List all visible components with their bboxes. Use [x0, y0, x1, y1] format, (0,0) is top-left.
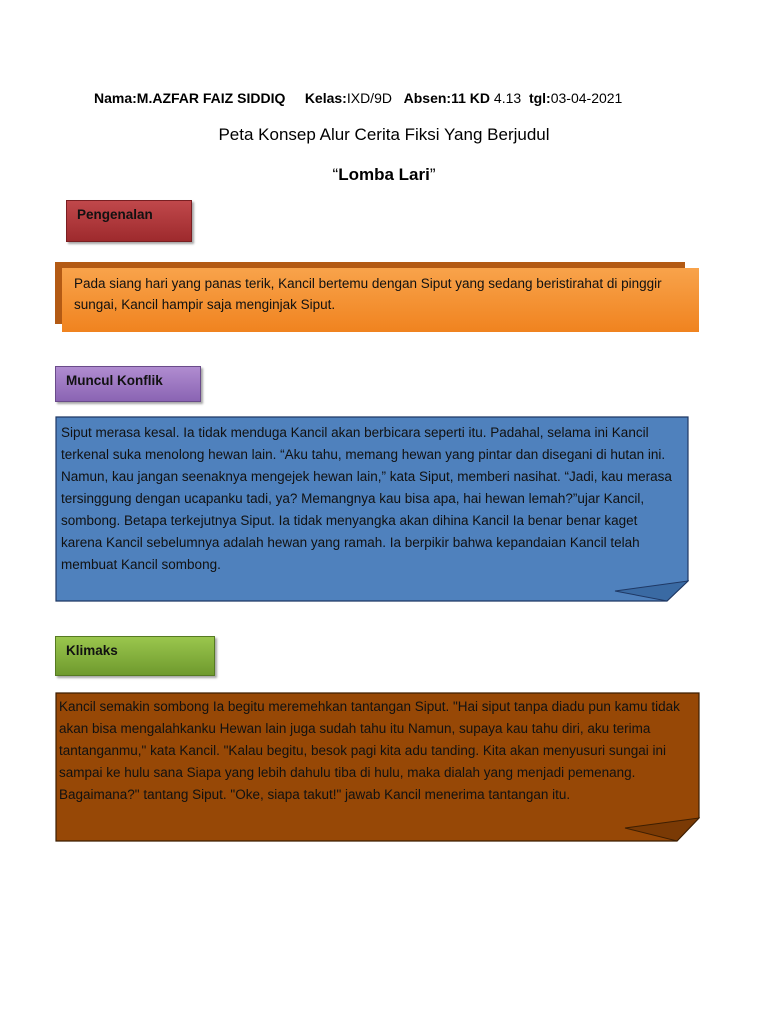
open-quote: “	[332, 165, 339, 184]
konflik-text: Siput merasa kesal. Ia tidak menduga Kancil akan berbicara seperti itu. Padahal, selama ini Kancil terkenal suka menolong hewan lain. “Aku tahu, memang hewan yang pintar dan disegani di hutan ini. Namun, kau jangan seenaknya mengejek hewan lain,” kata Siput, memberi nasihat. “Jadi, kau merasa tersinggung dengan ucapanku tadi, ya? Memangnya kau bisa apa, hai hewan lemah?”ujar Kancil, sombong. Betapa terkejutnya Siput. Ia tidak menyangka akan dihina Kancil Ia benar benar kaget karena Kancil sebelumnya adalah hewan yang ramah. Ia berpikir bahwa kepandaian Kancil telah membuat Kancil sombong.	[61, 425, 672, 572]
close-quote: ”	[429, 165, 436, 184]
pengenalan-text-box: Pada siang hari yang panas terik, Kancil bertemu dengan Siput yang sedang beristirahat di pinggir sungai, Kancil hampir saja menginjak Siput.	[62, 268, 699, 332]
kelas-label: Kelas:	[304, 90, 347, 106]
story-title	[0, 165, 768, 185]
kd-label: KD	[469, 90, 491, 106]
klimaks-text-box	[55, 692, 700, 842]
kelas-value: IXD/9D	[346, 90, 392, 106]
nama-value: M.AZFAR FAIZ SIDDIQ	[136, 90, 286, 106]
konflik-text-box	[55, 416, 689, 602]
nama-label: Nama:	[94, 90, 137, 106]
story-title-text: Lomba Lari	[338, 165, 430, 184]
klimaks-label: Klimaks	[55, 636, 215, 676]
kd-value: 4.13	[493, 90, 522, 106]
student-info-line	[94, 90, 622, 106]
tgl-label: tgl:	[528, 90, 551, 106]
page-title: Peta Konsep Alur Cerita Fiksi Yang Berjudul	[218, 125, 550, 144]
absen-value: 11	[451, 90, 466, 106]
pengenalan-label: Pengenalan	[66, 200, 192, 242]
klimaks-text: Kancil semakin sombong Ia begitu meremehkan tantangan Siput. "Hai siput tanpa diadu pun kamu tidak akan bisa mengalahkanku Hewan lain juga sudah tahu itu Namun, supaya kau tahu diri, aku terima tantanganmu," kata Kancil. "Kalau begitu, besok pagi kita adu tanding. Kita akan menyusuri sungai ini sampai ke hulu sana Siapa yang lebih dahulu tiba di hulu, maka dialah yang menjadi pemenang. Bagaimana?" tantang Siput. "Oke, siapa takut!" jawab Kancil menerima tantangan itu.	[59, 699, 680, 802]
absen-label: Absen:	[403, 90, 452, 106]
konflik-label: Muncul Konflik	[55, 366, 201, 402]
tgl-value: 03-04-2021	[550, 90, 623, 106]
